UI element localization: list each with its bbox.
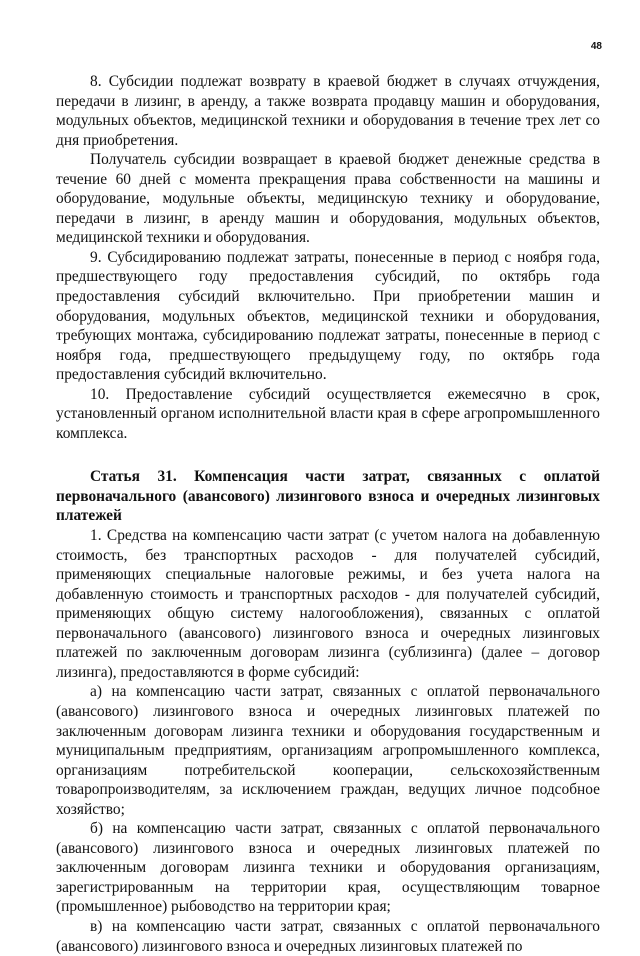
paragraph-8-refund: Получатель субсидии возвращает в краевой бюджет денежные средства в течение 60 дней с момента прекращения права собственности на машины и оборудование, модульные объекты, медицинскую технику и оборудование, передачи в лизинг, в аренду машин и оборудования, модульных объектов, медицинской техники и оборудования. [56, 151, 600, 247]
paragraph-9: 9. Субсидированию подлежат затраты, понесенные в период с ноября года, предшествующего году предоставления субсидий, по октябрь года предоставления субсидий включительно. При приобретении машин и оборудования, модульных объектов, медицинской техники и оборудования, требующих монтажа, субсидированию подлежат затраты, понесенные в период с ноября года, предшествующего предыдущему году, по октябрь года предоставления субсидий включительно. [56, 248, 600, 384]
page-number: 48 [590, 41, 602, 52]
article-31-item-v: в) на компенсацию части затрат, связанных с оплатой первоначального (авансового) лизингового взноса и очередных лизинговых платежей по [56, 917, 600, 955]
article-31-paragraph-1: 1. Средства на компенсацию части затрат (с учетом налога на добавленную стоимость, без транспортных расходов - для получателей субсидий, применяющих специальные налоговые режимы, и без учета налога на добавленную стоимость и транспортных расходов - для получателей субсидий, применяющих общую систему налогообложения), связанных с оплатой первоначального (авансового) лизингового взноса и очередных лизинговых платежей по заключенным договорам лизинга (сублизинга) (далее – договор лизинга), предоставляются в форме субсидий: [56, 527, 600, 681]
paragraph-10: 10. Предоставление субсидий осуществляется ежемесячно в срок, установленный органом исполнительной власти края в сфере агропромышленного комплекса. [56, 385, 600, 442]
paragraph-8: 8. Субсидии подлежат возврату в краевой бюджет в случаях отчуждения, передачи в лизинг, в аренду, а также возврата продавцу машин и оборудования, модульных объектов, медицинской техники и оборудования в течение трех лет со дня приобретения. [56, 73, 600, 149]
article-31-item-b: б) на компенсацию части затрат, связанных с оплатой первоначального (авансового) лизингового взноса и очередных лизинговых платежей по заключенным договорам лизинга техники и оборудования организациям, зарегистрированным на территории края, осуществляющим товарное (промышленное) рыбоводство на территории края; [56, 820, 600, 916]
article-31-heading: Статья 31. Компенсация части затрат, связанных с оплатой первоначального (авансового) лизингового взноса и очередных лизинговых платежей [56, 468, 600, 525]
article-31-item-a: а) на компенсацию части затрат, связанных с оплатой первоначального (авансового) лизингового взноса и очередных лизинговых платежей по заключенным договорам лизинга техники и оборудования государственным и муниципальным предприятиям, организациям агропромышленного комплекса, организациям потребительской кооперации, сельскохозяйственным товаропроизводителям, за исключением граждан, ведущих личное подсобное хозяйство; [56, 683, 600, 818]
document-body [56, 72, 600, 956]
